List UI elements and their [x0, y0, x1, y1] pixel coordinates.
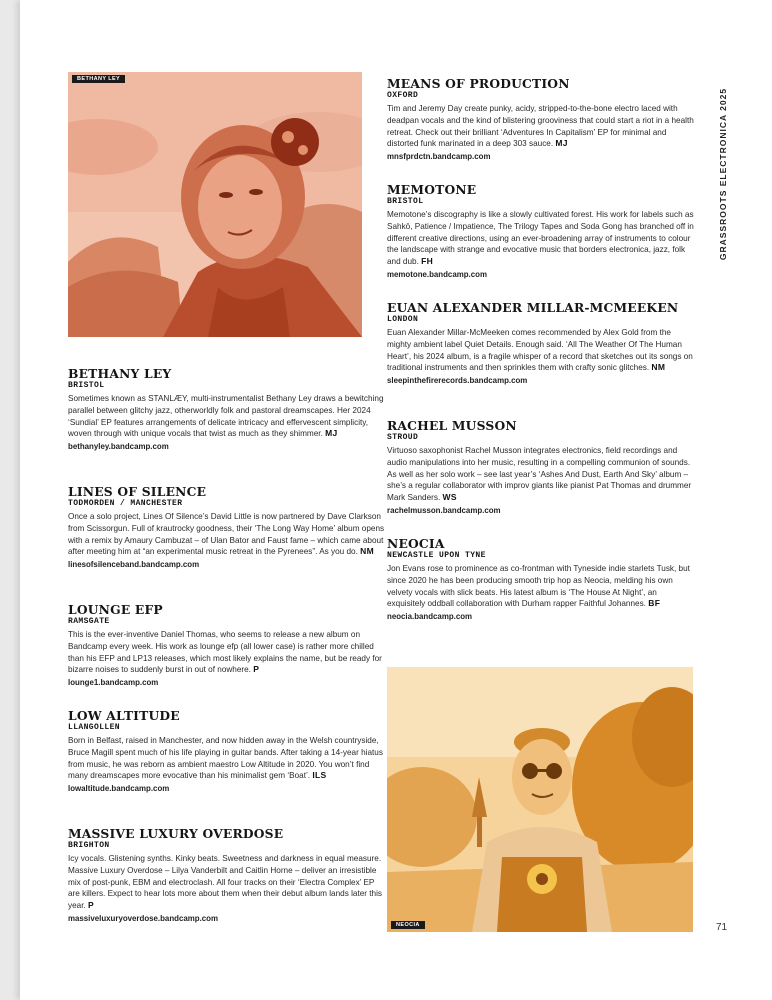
author-initials: MJ [555, 138, 568, 149]
artist-location: LLANGOLLEN [68, 723, 121, 732]
author-initials: P [253, 664, 260, 675]
section-sidebar [713, 74, 733, 274]
author-initials: ILS [312, 770, 327, 781]
artist-description: Tim and Jeremy Day create punky, acidy, stripped-to-the-bone electro laced with deadpan vocals and the kind of blistering grooviness that could start a riot in a health retreat. Check out their brilliant ‘Adventures In Capitalism’ EP for minimal and distorted funk marinated in a deep 303 sauce. MJ [387, 104, 694, 149]
artist-name: MASSIVE LUXURY OVERDOSE [68, 826, 284, 841]
bandcamp-link[interactable]: neocia.bandcamp.com [387, 612, 473, 622]
photo-caption: BETHANY LEY [72, 75, 125, 83]
neocia-photo [387, 667, 693, 932]
portrait-photo-orange-tint [387, 667, 693, 932]
bandcamp-link[interactable]: linesofsilenceband.bandcamp.com [68, 560, 200, 570]
author-initials: WS [442, 492, 457, 503]
artist-description: Icy vocals. Glistening synths. Kinky beats. Sweetness and darkness in equal measure. Massive Luxury Overdose – Lilya Vanderbilt and Caitlin Horne – deliver an irresistible mix of post-punk, EBM and electroclash. All four tracks on their ‘Electra Complex’ EP are killers. Expect to hear lots more about them when their debut album lands later this year. P [68, 854, 383, 911]
page-number: 71 [716, 922, 728, 933]
bandcamp-link[interactable]: lounge1.bandcamp.com [68, 678, 159, 688]
artist-entry-neocia [387, 536, 697, 622]
artist-entry-bethany-ley [68, 366, 386, 452]
artist-description: Sometimes known as STANLÆY, multi-instrumentalist Bethany Ley draws a bewitching parallel between glitchy jazz, otherworldly folk and pastoral dreamscapes. Her 2024 ‘Sundial’ EP features arrangements of delicate intricacy and effervescent simplicity, woven through with unique vocals that twist as much as they shimmer. MJ [68, 394, 384, 439]
artist-location: RAMSGATE [68, 617, 110, 626]
author-initials: P [88, 900, 95, 911]
artist-entry-lounge-efp [68, 602, 386, 688]
artist-name: LOW ALTITUDE [68, 708, 180, 723]
artist-name: RACHEL MUSSON [387, 418, 517, 433]
artist-name: EUAN ALEXANDER MILLAR-MCMEEKEN [387, 300, 679, 315]
artist-location: TODMORDEN / MANCHESTER [68, 499, 183, 508]
artist-name: MEANS OF PRODUCTION [387, 76, 570, 91]
artist-name: MEMOTONE [387, 182, 477, 197]
artist-description: Once a solo project, Lines Of Silence’s David Little is now partnered by Dave Clarkson from Scissorgun. Full of krautrocky goodness, their ‘The Long Way Home’ album opens with a remix by Amaury Cambuzat – of Ulan Bator and Faust fame – which came about after meeting him at “an experimental music retreat in the Pyrenees”. As you do. NM [68, 512, 385, 557]
author-initials: NM [651, 362, 666, 373]
artist-entry-means-of-production [387, 76, 697, 162]
artist-name: LOUNGE EFP [68, 602, 163, 617]
artist-entry-euan-alexander-millar-mcmeeken [387, 300, 697, 386]
artist-entry-lines-of-silence [68, 484, 386, 570]
sidebar-title: GRASSROOTS ELECTRONICA 2025 [718, 87, 728, 261]
artist-entry-rachel-musson [387, 418, 697, 516]
photo-caption: NEOCIA [391, 921, 425, 929]
bandcamp-link[interactable]: massiveluxuryoverdose.bandcamp.com [68, 913, 218, 923]
artist-description: This is the ever-inventive Daniel Thomas, who seems to release a new album on Bandcamp every week. His work as lounge efp (all lower case) is rather more chilled than his EFP and LP13 releases, which most likely explains the name, but be ready for bizarre noises to suddenly burst in out of nowhere. P [68, 630, 382, 675]
portrait-photo-red-tint [68, 72, 362, 337]
bandcamp-link[interactable]: mnsfprdctn.bandcamp.com [387, 152, 491, 162]
artist-description: Born in Belfast, raised in Manchester, and now hidden away in the Welsh countryside, Bruce Magill spent much of his life playing in guitar bands. After taking a 14-year hiatus from music, he was reborn as ambient maestro Low Altitude in 2020. You won’t find many dreamscapes more evocative than his minimalist gem ‘Boat’. ILS [68, 736, 383, 781]
artist-location: BRISTOL [68, 381, 105, 390]
artist-name: NEOCIA [387, 536, 445, 551]
artist-entry-massive-luxury-overdose [68, 826, 386, 924]
bandcamp-link[interactable]: sleepinthefirerecords.bandcamp.com [387, 376, 528, 386]
artist-entry-memotone [387, 182, 697, 280]
bandcamp-link[interactable]: rachelmusson.bandcamp.com [387, 505, 501, 515]
bethany-ley-photo [68, 72, 362, 337]
artist-description: Memotone’s discography is like a slowly cultivated forest. His work for labels such as Sahkō, Patience / Impatience, The Trilogy Tapes and Soda Gong has branched off in different creative directions, using an ever-broadening array of instruments to colour the landscape with strange and evocative music that borders electronica, jazz, folk and dub. FH [387, 210, 694, 267]
artist-entry-low-altitude [68, 708, 386, 794]
artist-location: OXFORD [387, 91, 419, 100]
artist-description: Virtuoso saxophonist Rachel Musson integrates electronics, field recordings and audio manipulations into her music, resulting in a compelling communion of sounds. As well as her solo work – see last year’s ‘Ashes And Dust, Earth And Sky’ album – she’s a regular collaborator with improv giants like pianist Pat Thomas and drummer Mark Sanders. WS [387, 446, 692, 503]
artist-location: LONDON [387, 315, 419, 324]
artist-name: LINES OF SILENCE [68, 484, 207, 499]
author-initials: BF [648, 598, 661, 609]
artist-description: Euan Alexander Millar-McMeeken comes recommended by Alex Gold from the mighty ambient label Quiet Details. Enough said. ‘All The Weather Of The Human Heart’, his 2024 album, is a fragile whisper of a record that sketches out its songs on traditional instruments and then sprinkles them with crafty sonic glitches. NM [387, 328, 693, 373]
artist-name: BETHANY LEY [68, 366, 172, 381]
artist-location: STROUD [387, 433, 419, 442]
author-initials: FH [421, 256, 434, 267]
author-initials: MJ [325, 428, 338, 439]
artist-description: Jon Evans rose to prominence as co-frontman with Tyneside indie starlets Tusk, but since 2020 he has been producing smooth trip hop as Neocia, melding his own velvety vocals with slick beats. His latest album is ‘The House At Night’, an exquisitely oddball collaboration with Durham rapper Faithful Johannes. BF [387, 564, 690, 609]
artist-location: BRIGHTON [68, 841, 110, 850]
bandcamp-link[interactable]: bethanyley.bandcamp.com [68, 442, 169, 452]
bandcamp-link[interactable]: memotone.bandcamp.com [387, 269, 487, 279]
artist-location: NEWCASTLE UPON TYNE [387, 551, 486, 560]
bandcamp-link[interactable]: lowaltitude.bandcamp.com [68, 784, 170, 794]
author-initials: NM [360, 546, 374, 557]
artist-location: BRISTOL [387, 197, 424, 206]
